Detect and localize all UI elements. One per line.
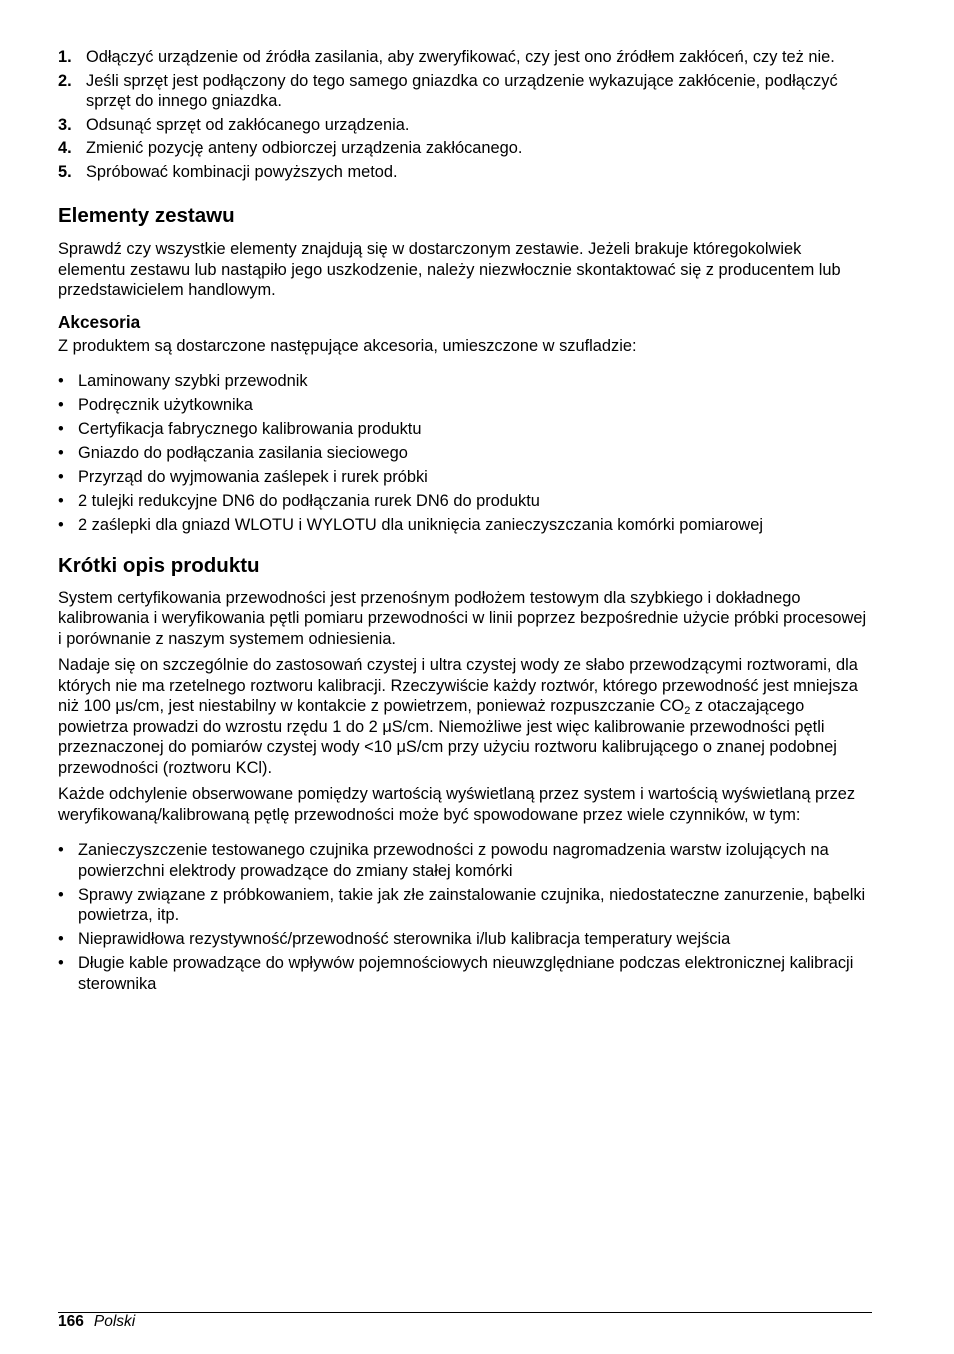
- footer-divider: [58, 1312, 872, 1313]
- footer-language: Polski: [93, 1313, 136, 1330]
- list-item-text: Przyrząd do wyjmowania zaślepek i rurek próbki: [78, 468, 428, 486]
- step-text: Spróbować kombinacji powyższych metod.: [86, 162, 398, 181]
- opis-paragraph-2-part: z otaczającego powietrza prowadzi do wzrostu rzędu 1 do 2 μS/cm. Niemożliwe jest więc kalibrowanie przewodności pętli przeznaczonej do pomiarów czystej wody <10 μS/cm przy użyciu roztworu kalibrującego o znanej podobnej przewodności (roztworu KCl).: [58, 697, 837, 777]
- list-item-text: Certyfikacja fabrycznego kalibrowania produktu: [78, 420, 422, 438]
- list-item: [58, 953, 872, 994]
- list-item: [58, 515, 872, 536]
- list-item-text: Laminowany szybki przewodnik: [78, 372, 308, 390]
- list-item: [58, 840, 872, 881]
- akcesoria-intro: Z produktem są dostarczone następujące akcesoria, umieszczone w szufladzie:: [58, 336, 637, 355]
- bullet-icon: •: [58, 516, 64, 534]
- step-item: [58, 162, 872, 183]
- akcesoria-list: [58, 371, 872, 536]
- list-item-text: Sprawy związane z próbkowaniem, takie jak złe zainstalowanie czujnika, niedostateczne zanurzenie, bąbelki powietrza, itp.: [78, 885, 866, 924]
- bullet-icon: •: [58, 372, 64, 390]
- bullet-icon: •: [58, 930, 64, 948]
- subsection-heading-akcesoria: Akcesoria: [58, 311, 141, 332]
- opis-paragraph-3: Każde odchylenie obserwowane pomiędzy wartością wyświetlaną przez system i wartością wyświetlaną przez weryfikowaną/kalibrowaną pętlę przewodności może być spowodowane przez wiele czynników, w tym:: [58, 785, 856, 824]
- page-number: 166: [58, 1313, 84, 1330]
- opis-list: [58, 840, 872, 994]
- step-text: Odłączyć urządzenie od źródła zasilania, aby zweryfikować, czy jest ono źródłem zakłóceń, czy też nie.: [86, 48, 835, 66]
- list-item-text: Zanieczyszczenie testowanego czujnika przewodności z powodu nagromadzenia warstw izolujących na powierzchni elektrody prowadzące do zmiany stałej komórki: [78, 841, 829, 880]
- bullet-icon: •: [58, 492, 64, 510]
- steps-list: [58, 47, 872, 182]
- section-heading-opis: Krótki opis produktu: [58, 553, 260, 577]
- list-item-text: Długie kable prowadzące do wpływów pojemnościowych nieuwzględniane podczas elektronicznej kalibracji sterownika: [78, 954, 854, 993]
- step-text: Zmienić pozycję anteny odbiorczej urządzenia zakłócanego.: [86, 139, 523, 157]
- bullet-icon: •: [58, 954, 64, 972]
- list-item: [58, 395, 872, 416]
- list-item: [58, 929, 872, 950]
- list-item-text: Gniazdo do podłączania zasilania sieciowego: [78, 444, 408, 462]
- subscript: 2: [684, 705, 691, 717]
- list-item-text: 2 zaślepki dla gniazd WLOTU i WYLOTU dla uniknięcia zanieczyszczania komórki pomiarowej: [78, 516, 764, 534]
- list-item: [58, 885, 872, 926]
- elementy-paragraph: Sprawdź czy wszystkie elementy znajdują się w dostarczonym zestawie. Jeżeli brakuje któregokolwiek elementu zestawu lub nastąpiło jego uszkodzenie, należy niezwłocznie skontaktować się z producentem lub przedstawicielem handlowym.: [58, 240, 841, 299]
- opis-paragraph-1: System certyfikowania przewodności jest przenośnym podłożem testowym dla szybkiego i dokładnego kalibrowania i weryfikowania pętli pomiaru przewodności w linii poprzez bezpośrednie użycie próbki procesowej i porównanie z naszym systemem odniesienia.: [58, 588, 867, 648]
- list-item-text: Nieprawidłowa rezystywność/przewodność sterownika i/lub kalibracja temperatury wejścia: [78, 930, 731, 948]
- list-item: [58, 467, 872, 488]
- list-item: [58, 443, 872, 464]
- step-item: [58, 115, 872, 136]
- page-footer: [58, 1313, 135, 1331]
- bullet-icon: •: [58, 396, 64, 414]
- bullet-icon: •: [58, 885, 64, 904]
- bullet-icon: •: [58, 420, 64, 438]
- opis-paragraph-2-part: Nadaje się on szczególnie do zastosowań czystej i ultra czystej wody ze słabo przewodzącymi roztworami, dla których nie ma rzetelnego roztworu kalibracji. Rzeczywiście każdy roztwór, którego przewodność jest mniejsza niż 100 μs/cm, jest niestabilny w kontakcie z powietrzem, ponieważ rozpuszczanie CO: [58, 656, 858, 715]
- page-content: [58, 47, 872, 998]
- step-number: 3.: [58, 115, 72, 134]
- step-text: Odsunąć sprzęt od zakłócanego urządzenia.: [86, 115, 410, 134]
- step-number: 1.: [58, 48, 72, 66]
- step-item: [58, 47, 872, 68]
- step-item: [58, 71, 872, 112]
- list-item: [58, 419, 872, 440]
- step-text: Jeśli sprzęt jest podłączony do tego samego gniazdka co urządzenie wykazujące zakłócenie, podłączyć sprzęt do innego gniazdka.: [86, 71, 838, 110]
- step-number: 2.: [58, 71, 72, 90]
- opis-paragraph-2: [58, 655, 872, 778]
- bullet-icon: •: [58, 444, 64, 462]
- list-item: [58, 491, 872, 512]
- section-heading-elementy: Elementy zestawu: [58, 204, 235, 227]
- list-item: [58, 371, 872, 392]
- bullet-icon: •: [58, 841, 64, 859]
- list-item-text: Podręcznik użytkownika: [78, 396, 253, 414]
- step-number: 5.: [58, 162, 72, 181]
- list-item-text: 2 tulejki redukcyjne DN6 do podłączania rurek DN6 do produktu: [78, 492, 540, 510]
- bullet-icon: •: [58, 468, 64, 486]
- step-item: [58, 138, 872, 159]
- step-number: 4.: [58, 139, 72, 157]
